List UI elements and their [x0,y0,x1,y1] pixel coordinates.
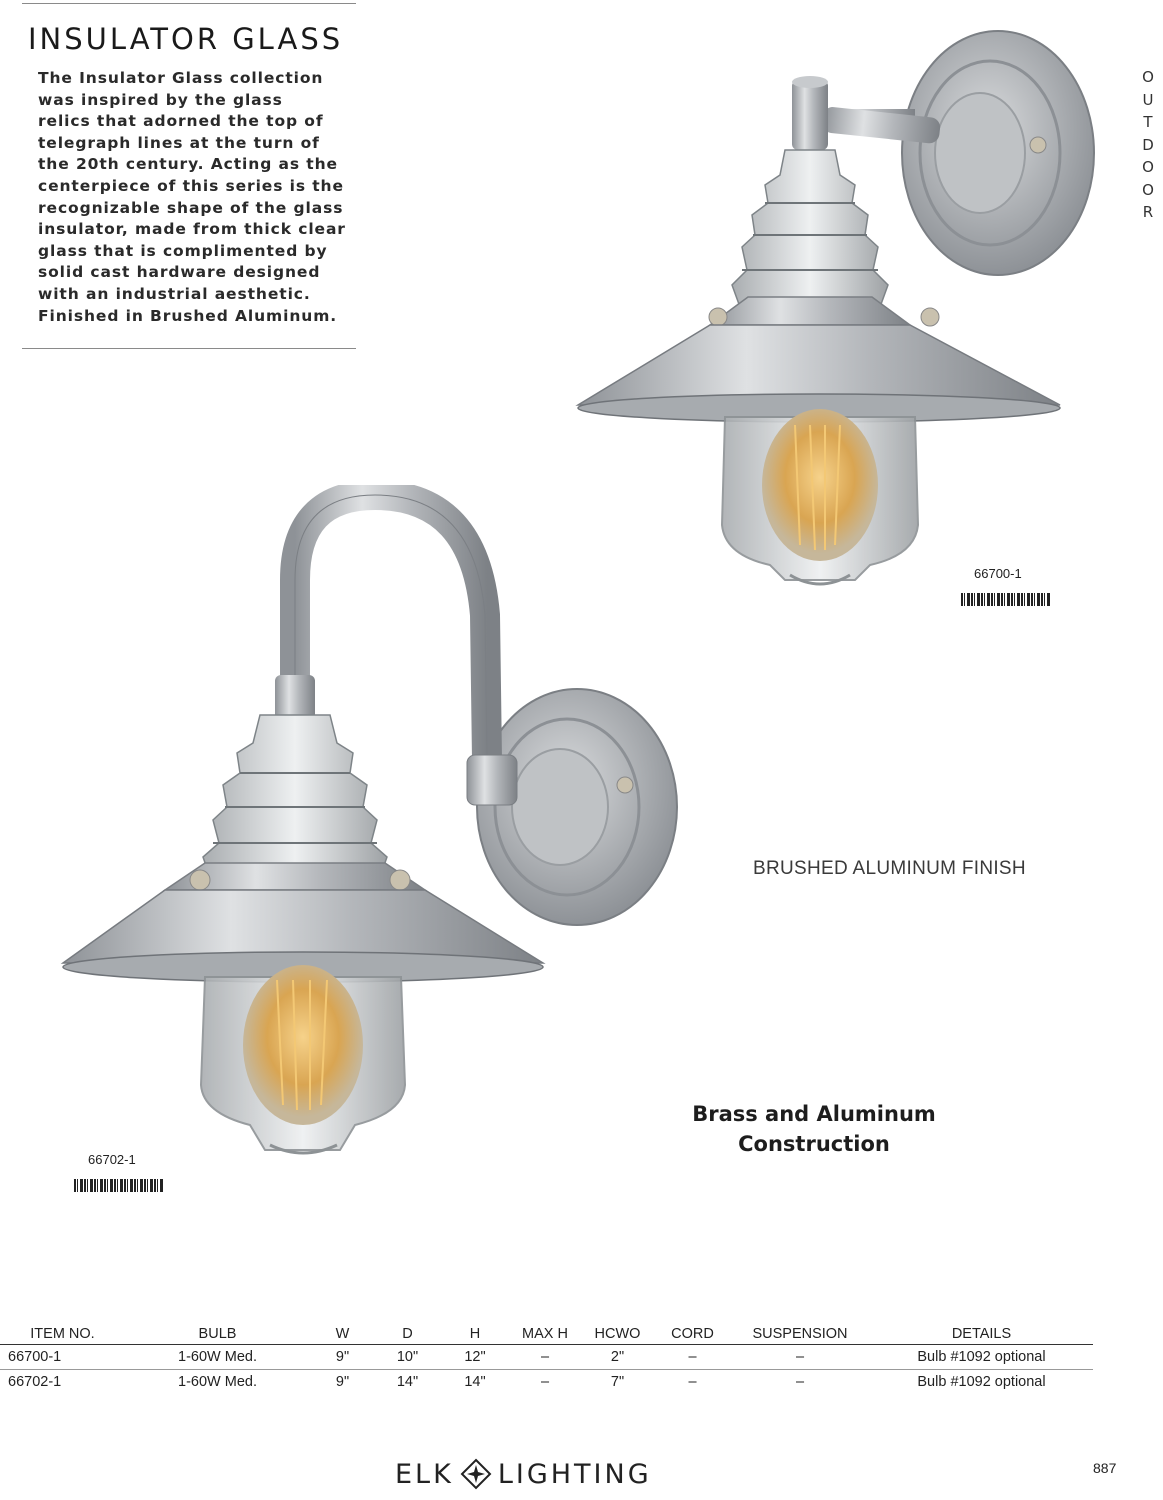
description-line: telegraph lines at the turn of [38,133,320,152]
col-header: ITEM NO. [0,1320,125,1345]
col-header: MAX H [510,1320,580,1345]
construction-line: Construction [738,1132,890,1156]
barcode-66700-1 [961,593,1050,606]
description-line: The Insulator Glass collection [38,69,324,87]
description-line: glass that is complimented by [38,241,328,260]
section-tab-letter: T [1143,113,1153,131]
description-line: solid cast hardware designed [38,263,321,282]
cell-w: 9" [335,1374,350,1390]
section-tab-letter: O [1142,68,1154,86]
col-header: W [310,1320,375,1345]
col-header: D [375,1320,440,1345]
cell-item-no: 66702-1 [8,1374,62,1390]
col-header: BULB [125,1320,310,1345]
elk-lighting-logo [395,1458,652,1490]
logo-text-right: LIGHTING [497,1458,652,1490]
cell-cord: – [688,1374,697,1390]
table-header-row [0,1320,1093,1345]
intro-bottom-rule [22,348,356,349]
finish-label: BRUSHED ALUMINUM FINISH [753,858,1026,879]
cell-bulb: 1-60W Med. [125,1345,310,1370]
cell-d: 10" [375,1345,440,1370]
description-line: relics that adorned the top of [38,112,324,131]
description-line: the 20th century. Acting as the [38,155,338,174]
page-number: 887 [1093,1460,1117,1476]
section-tab-letter: O [1142,180,1154,199]
description-line: recognizable shape of the glass [38,198,344,217]
cell-details: Bulb #1092 optional [917,1374,1046,1390]
cell-max-h: – [540,1374,550,1390]
cell-details: Bulb #1092 optional [870,1345,1093,1370]
collection-description [38,68,358,327]
col-header: HCWO [580,1320,655,1345]
section-tab-outdoor [1138,66,1158,224]
cell-max-h: – [510,1345,580,1370]
cell-item-no: 66700-1 [0,1345,125,1370]
col-header: SUSPENSION [730,1320,870,1345]
cell-h: 12" [440,1345,510,1370]
description-line: with an industrial aesthetic. [38,284,311,303]
cell-hcwo: 2" [580,1345,655,1370]
cell-cord: – [655,1345,730,1370]
col-header: DETAILS [870,1320,1093,1345]
product-image-66702-1 [55,485,685,1165]
cell-bulb: 1-60W Med. [178,1374,257,1390]
cell-w: 9" [310,1345,375,1370]
description-line: Finished in Brushed Aluminum. [38,306,338,325]
diamond-star-icon [460,1458,492,1490]
section-tab-letter: D [1142,135,1154,154]
section-tab-letter: U [1142,90,1154,109]
cell-suspension: – [795,1374,805,1390]
cell-hcwo: 7" [610,1374,625,1390]
construction-callout [680,1099,948,1159]
spec-table [0,1320,1093,1394]
cell-d: 14" [396,1374,419,1390]
cell-h: 14" [464,1374,486,1390]
item-number-66702-1: 66702-1 [88,1152,136,1167]
logo-text-left: ELK [395,1458,454,1490]
collection-title: INSULATOR GLASS [28,22,344,56]
description-line: was inspired by the glass [38,90,283,109]
section-tab-letter: R [1142,203,1154,221]
cell-suspension: – [730,1345,870,1370]
table-row [0,1345,1093,1370]
barcode-66702-1 [74,1179,163,1192]
table-row [0,1370,1093,1395]
top-rule [22,3,356,4]
col-header: CORD [655,1320,730,1345]
description-line: insulator, made from thick clear [38,220,346,239]
construction-line: Brass and Aluminum [692,1102,936,1126]
item-number-66700-1: 66700-1 [974,566,1022,581]
col-header: H [440,1320,510,1345]
description-line: centerpiece of this series is the [38,176,344,195]
section-tab-letter: O [1142,158,1154,176]
